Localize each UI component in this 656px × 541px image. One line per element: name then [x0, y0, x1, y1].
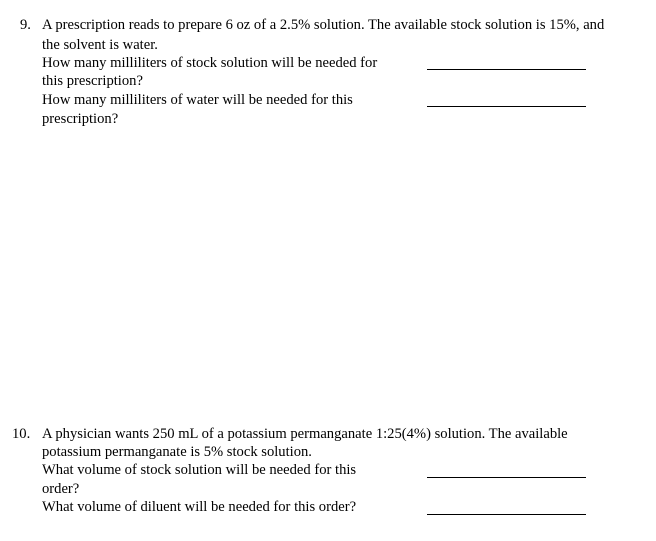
answer-blank[interactable] — [427, 514, 586, 515]
answer-blank[interactable] — [427, 69, 586, 70]
question-text-line: A prescription reads to prepare 6 oz of a 2.5% solution. The available stock solution is 15%, and — [42, 17, 605, 33]
question-number: 9. — [20, 17, 31, 33]
sub-question-text: this prescription? — [42, 73, 143, 89]
question-number: 10. — [12, 426, 31, 442]
answer-blank[interactable] — [427, 477, 586, 478]
question-text-line: A physician wants 250 mL of a potassium permanganate 1:25(4%) solution. The available — [42, 426, 568, 442]
sub-question-text: How many milliliters of water will be needed for this — [42, 92, 353, 108]
question-text-line: potassium permanganate is 5% stock solution. — [42, 444, 312, 460]
answer-blank[interactable] — [427, 106, 586, 107]
question-text-line: the solvent is water. — [42, 37, 158, 53]
sub-question-text: prescription? — [42, 111, 119, 127]
sub-question-text: order? — [42, 481, 80, 497]
sub-question-text: How many milliliters of stock solution will be needed for — [42, 55, 378, 71]
sub-question-text: What volume of stock solution will be needed for this — [42, 462, 357, 478]
sub-question-text: What volume of diluent will be needed for this order? — [42, 499, 357, 515]
